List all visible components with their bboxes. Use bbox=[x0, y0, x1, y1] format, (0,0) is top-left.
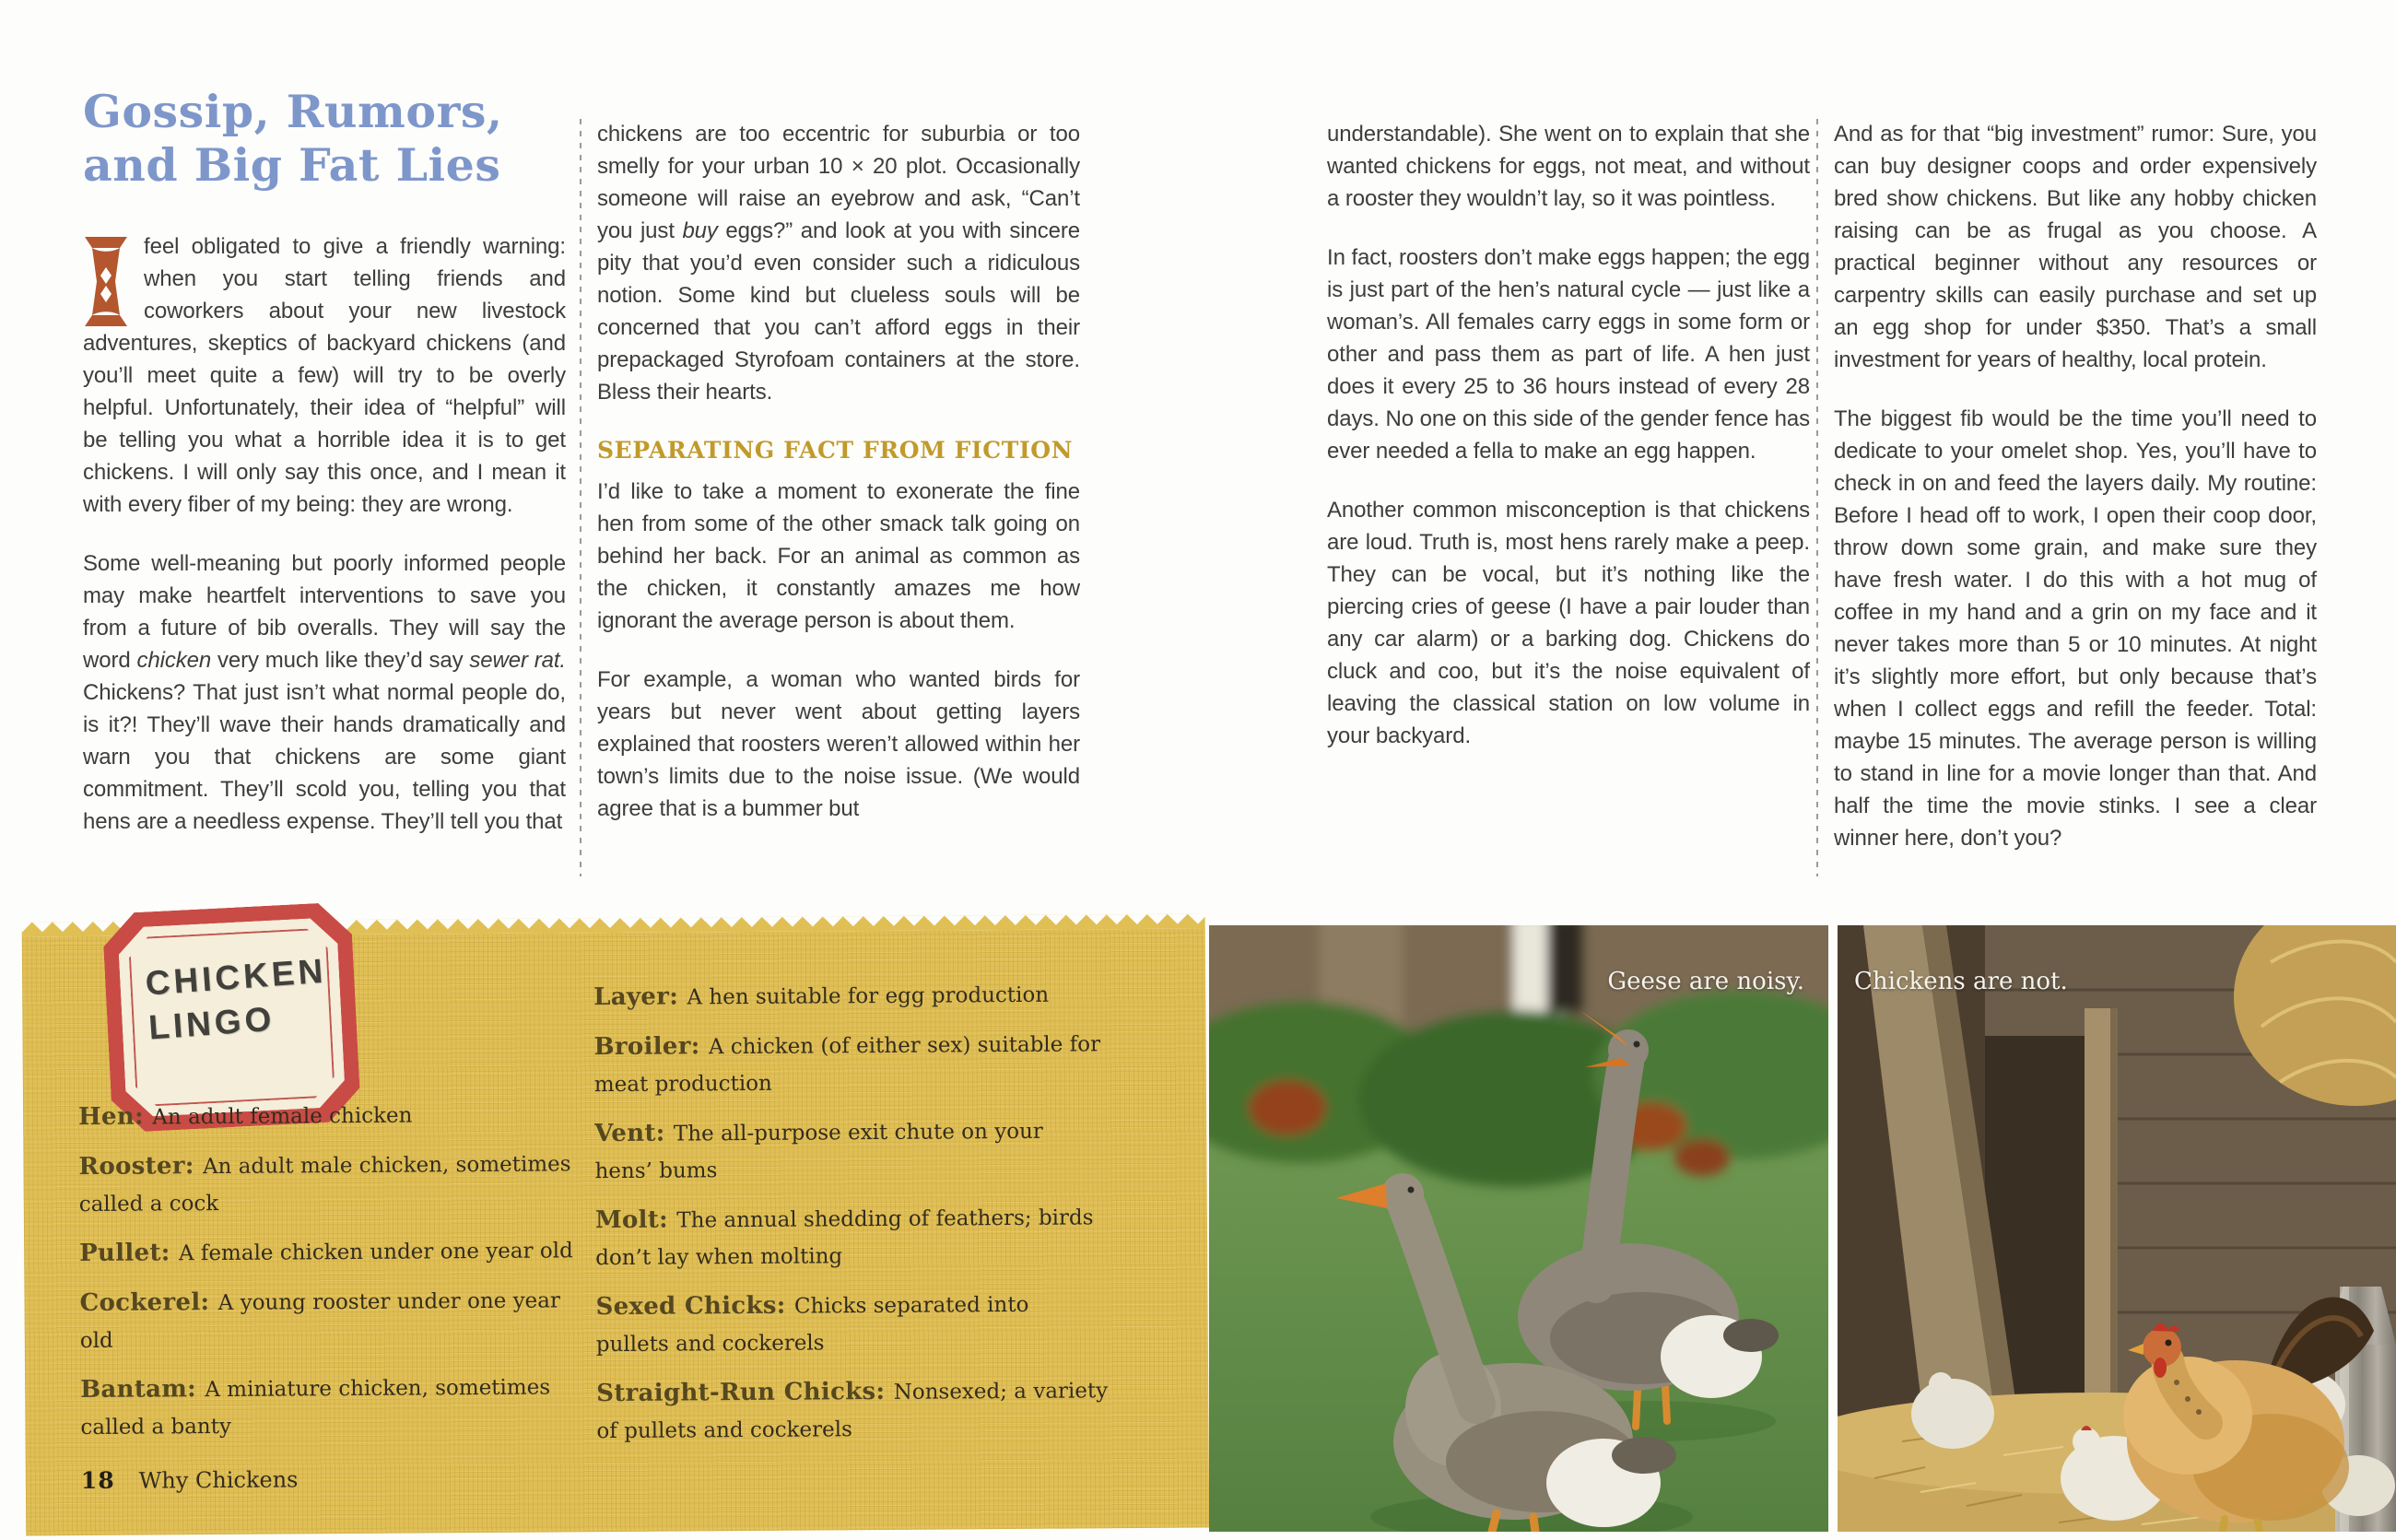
lingo-definition-text: A miniature chicken, sometimes called a banty bbox=[80, 1375, 551, 1440]
lingo-term: Pullet: bbox=[79, 1239, 180, 1268]
lingo-definition bbox=[593, 1025, 1107, 1103]
chicken-lingo-panel bbox=[22, 929, 1210, 1536]
page-title-line1: Gossip, Rumors, bbox=[83, 85, 503, 138]
lingo-term: Broiler: bbox=[593, 1032, 710, 1062]
lingo-definition-text: An adult female chicken bbox=[152, 1103, 413, 1130]
article-column-4 bbox=[1834, 118, 2317, 881]
badge-title-line2: LINGO bbox=[147, 999, 276, 1047]
lingo-definition-text: A hen suitable for egg production bbox=[687, 982, 1050, 1010]
lingo-term: Hen: bbox=[78, 1102, 153, 1132]
geese-caption: Geese are noisy. bbox=[1607, 968, 1804, 995]
lingo-definition bbox=[79, 1281, 593, 1359]
lingo-definition-text: The all-purpose exit chute on your hens’ bums bbox=[594, 1119, 1043, 1184]
page-number: 18 bbox=[80, 1466, 115, 1495]
lingo-definition bbox=[594, 1111, 1108, 1190]
body-paragraph: For example, a woman who wanted birds for years but never went about getting layers explained that roosters weren’t allowed within her town’s limits due to the noise issue. (We would agree that is a bummer but bbox=[597, 667, 1080, 821]
lingo-definition bbox=[593, 975, 1106, 1017]
lingo-term: Cockerel: bbox=[79, 1288, 218, 1318]
body-paragraph: Another common misconception is that chickens are loud. Truth is, most hens rarely make a peep. They can be vocal, but it’s nothing like the piercing cries of geese (I have a pair louder than any car alarm) or a barking dog. Chickens do cluck and coo, but it’s the noise equivalent of leaving the classical station on low volume in your backyard. bbox=[1327, 498, 1810, 748]
page-title-line2: and Big Fat Lies bbox=[83, 138, 501, 192]
badge-title bbox=[144, 949, 331, 1051]
section-title: Why Chickens bbox=[138, 1466, 299, 1494]
lingo-definitions-left bbox=[78, 1095, 593, 1458]
drop-cap-letter-i bbox=[83, 237, 129, 326]
lingo-definition bbox=[596, 1371, 1110, 1450]
lingo-term: Vent: bbox=[594, 1119, 675, 1148]
page-footer bbox=[81, 1465, 299, 1494]
body-paragraph: chickens are too eccentric for suburbia or too smelly for your urban 10 × 20 plot. Occasionally someone will raise an eyebrow and ask, “Can’t you just buy eggs?” and look at you with sincere pity that you’d even consider such a ridiculous notion. Some kind but clueless souls will be concerned that you can’t afford eggs in their prepackaged Styrofoam containers at the store. Bless their hearts. bbox=[597, 122, 1080, 405]
lingo-definition bbox=[78, 1145, 592, 1223]
lingo-definition-text: A female chicken under one year old bbox=[178, 1239, 573, 1266]
chickens-illustration bbox=[1838, 925, 2396, 1532]
section-subhead: SEPARATING FACT FROM FICTION bbox=[597, 437, 1074, 464]
body-paragraph: I’d like to take a moment to exonerate the fine hen from some of the other smack talk going on behind her back. For an animal as common as the chicken, it constantly amazes me how ignorant the average person is about them. bbox=[597, 479, 1080, 633]
lingo-definition-text: An adult male chicken, sometimes called a cock bbox=[78, 1152, 571, 1217]
article-column-2 bbox=[597, 118, 1080, 852]
lingo-definition bbox=[79, 1231, 592, 1273]
lingo-definition-text: Chicks separated into pullets and cockerels bbox=[595, 1292, 1029, 1358]
body-paragraph: And as for that “big investment” rumor: Sure, you can buy designer coops and order expensively bred show chickens. But like any hobby chicken raising can be as frugal as you choose. A practical beginner without any resources or carpentry skills can easily purchase and set up an egg shop for under $350. That’s a small investment for years of healthy, local protein. bbox=[1834, 122, 2317, 372]
lingo-term: Molt: bbox=[594, 1205, 677, 1235]
chickens-caption: Chickens are not. bbox=[1854, 968, 2068, 995]
lingo-definition bbox=[595, 1198, 1109, 1276]
lingo-definition bbox=[595, 1285, 1109, 1363]
lingo-term: Rooster: bbox=[78, 1152, 204, 1181]
lingo-definition-text: The annual shedding of feathers; birds don’t lay when molting bbox=[595, 1205, 1094, 1271]
lingo-definition-text: A young rooster under one year old bbox=[79, 1288, 561, 1354]
body-paragraph: understandable). She went on to explain that she wanted chickens for eggs, not meat, and without a rooster they wouldn’t lay, so it was pointless. bbox=[1327, 122, 1810, 211]
lingo-definition-text: A chicken (of either sex) suitable for meat production bbox=[593, 1032, 1101, 1098]
geese-photo bbox=[1209, 925, 1828, 1532]
lingo-definition bbox=[78, 1095, 591, 1136]
article-column-3 bbox=[1327, 118, 1810, 779]
lingo-term: Bantam: bbox=[80, 1375, 206, 1405]
body-paragraph: feel obligated to give a friendly warning: when you start telling friends and coworkers about your new livestock adventures, skeptics of backyard chickens (and you’ll meet quite a few) will try to be overly helpful. Unfortunately, their idea of “helpful” will be telling you what a horrible idea it is to get chickens. I will only say this once, and I mean it with every fiber of my being: they are wrong. bbox=[83, 234, 566, 517]
chickens-photo bbox=[1838, 925, 2396, 1532]
lingo-term: Sexed Chicks: bbox=[595, 1291, 795, 1322]
page-title bbox=[83, 85, 636, 192]
lingo-term: Layer: bbox=[593, 982, 687, 1012]
article-column-1 bbox=[83, 230, 566, 864]
column-divider-dashed bbox=[1816, 119, 1818, 876]
badge-title-line1: CHICKEN bbox=[144, 951, 328, 1003]
body-paragraph: In fact, roosters don’t make eggs happen; the egg is just part of the hen’s natural cycle — just like a woman’s. All females carry eggs in some form or other and pass them as part of life. A hen just does it every 25 to 36 hours instead of every 28 days. No one on this side of the gender fence has ever needed a fella to make an egg happen. bbox=[1327, 245, 1810, 464]
column-divider-dashed bbox=[580, 119, 581, 876]
body-paragraph: Some well-meaning but poorly informed people may make heartfelt interventions to save you from a future of bib overalls. They will say the word chicken very much like they’d say sewer rat. Chickens? That just isn’t what normal people do, is it?! They’ll wave their hands dramatically and warn you that chickens are some giant commitment. They’ll scold you, telling you that hens are a needless expense. They’ll tell you that bbox=[83, 551, 566, 834]
lingo-term: Straight-Run Chicks: bbox=[596, 1377, 894, 1408]
lingo-definition bbox=[80, 1368, 593, 1446]
lingo-definition-text: Nonsexed; a variety of pullets and cockerels bbox=[596, 1379, 1109, 1444]
lingo-definitions-right bbox=[593, 975, 1110, 1462]
body-paragraph: The biggest fib would be the time you’ll need to dedicate to your omelet shop. Yes, you’ll have to check in on and feed the layers daily. My routine: Before I head off to work, I open their coop door, throw down some grain, and make sure they have fresh water. I do this with a hot mug of coffee in my hand and a grin on my face and it never takes more than 5 or 10 minutes. At night it’s slightly more effort, but only because that’s when I collect eggs and refill the feeder. Total: maybe 15 minutes. The average person is willing to stand in line for a movie longer than that. And half the time the movie stinks. I see a clear winner here, don’t you? bbox=[1834, 406, 2317, 851]
geese-illustration bbox=[1209, 925, 1828, 1532]
